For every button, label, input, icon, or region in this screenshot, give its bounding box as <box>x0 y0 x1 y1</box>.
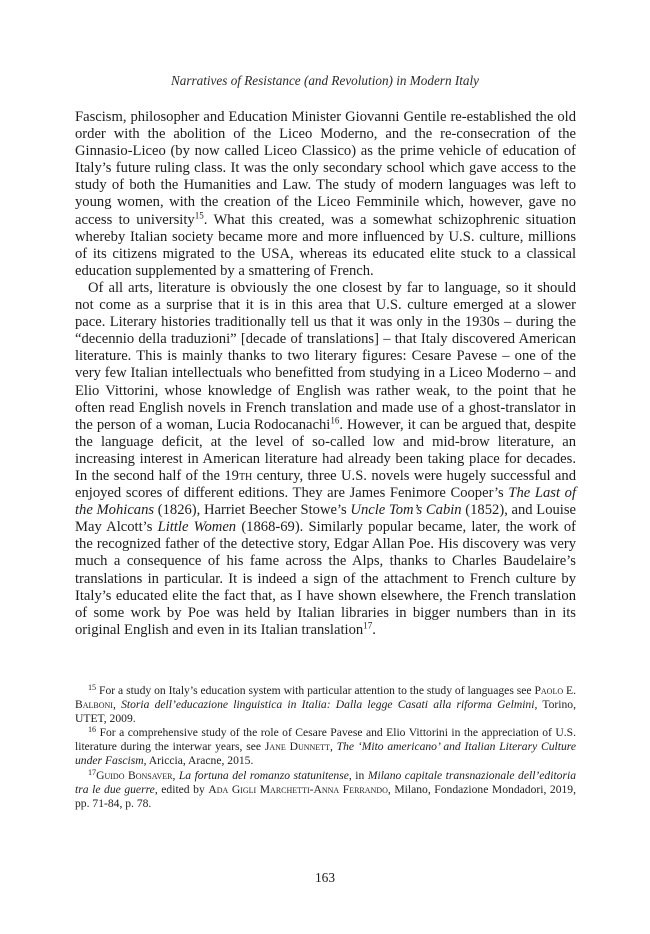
century-suffix: th <box>238 467 253 484</box>
footnote-ref-15[interactable]: 15 <box>194 210 204 221</box>
footnote-number: 15 <box>88 682 97 692</box>
footnote-number: 17 <box>88 767 97 777</box>
footnote-16: $^{16}$ For a comprehensive study of the role of Cesare Pavese and Elio Vittorini in the appreciation of U.S. literature during the interwar years, see Jane Dunnett, The ‘Mito americano’ and Italian Literary Culture under Fascism, Ariccia, Aracne, 2015. <box>75 725 577 768</box>
book-title-little-women: Little Women <box>157 519 237 536</box>
author-name: Guido Bonsaver <box>96 768 173 782</box>
paragraph-1: Fascism, philosopher and Education Minister Giovanni Gentile re-established the old order with the abolition of the Liceo Moderno, and the re-consecration of the Ginnasio-Liceo (by now called Liceo Classico) as the prime vehicle of education of Italy’s future ruling class. It was the only secondary school which gave access to the study of both the Humanities and Law. The study of modern languages was left to young women, with the creation of the Liceo Femminile which, however, gave no access to university$^{15}$. What this created, was a somewhat schizophrenic situation whereby Italian society became more and more influenced by U.S. culture, millions of its citizens migrated to the USA, whereas its educated elite stuck to a classical education supplemented by a smattering of French. <box>75 109 576 279</box>
main-text <box>75 109 576 639</box>
book-title-mohicans: The Last of the Mohicans <box>75 485 576 519</box>
running-header: Narratives of Resistance (and Revolution) in Modern Italy <box>170 73 479 88</box>
author-name: Jane Dunnett <box>264 740 330 754</box>
paragraph-2: Of all arts, literature is obviously the one closest by far to language, so it should not come as a surprise that it is in this area that U.S. culture emerged at a slower pace. Literary histories traditionally tell us that it was only in the 1930s – during the “decennio della traduzioni” [decade of translations] – that Italy discovered American literature. This is mainly thanks to two literary figures: Cesare Pavese – one of the very few Italian intellectuals who benefitted from studying in a Liceo Moderno – and Elio Vittorini, whose knowledge of English was rather weak, to the point that he often read English novels in French translation and made use of a ghost-translator in the person of a woman, Lucia Rodocanachi$^{16}$. However, it can be argued that, despite the language deficit, at the level of so-called low and mid-brow literature, an increasing interest in American literature had already been taking place for decades. In the second half of the 19th century, three U.S. novels were hugely successful and enjoyed scores of different editions. They are James Fenimore Cooper’s The Last of the Mohicans (1826), Harriet Beecher Stowe’s Uncle Tom’s Cabin (1852), and Louise May Alcott’s Little Women (1868-69). Similarly popular became, later, the work of the recognized father of the detective story, Edgar Allan Poe. His discovery was very much a consequence of his fame across the Alps, thanks to Charles Baudelaire’s translations in particular. It is indeed a sign of the attachment to French culture by Italy’s educated elite the fact that, as I have shown elsewhere, the French translation of some work by Poe was held by Italian libraries in bigger numbers than in its original English and even in its Italian translation$^{17}$. <box>75 279 577 638</box>
book-title-uncle-tom: Uncle Tom’s Cabin <box>350 502 462 519</box>
footnote-17: $^{17}$Guido Bonsaver, La fortuna del romanzo statunitense, in Milano capitale transnazionale dell’editoria tra le due guerre, edited by Ada Gigli Marchetti-Anna Ferrando, Milano, Fondazione Mondadori, 2019, pp. 71-84, p. 78. <box>75 767 577 810</box>
footnote-ref-17[interactable]: 17 <box>363 620 373 631</box>
cited-title: The ‘Mito americano’ and Italian Literary Culture under Fascism <box>75 740 577 768</box>
author-name: Paolo E. Balboni <box>75 684 577 712</box>
footnotes <box>75 684 576 811</box>
footnote-15: $^{15}$ For a study on Italy’s education system with particular attention to the study of languages see Paolo E. Balboni, Storia dell’educazione linguistica in Italia: Dalla legge Casati alla riforma Gelmini, Torino, UTET, 2009. <box>75 682 577 726</box>
editor-names: Ada Gigli Marchetti-Anna Ferrando <box>208 782 388 796</box>
cited-book-title: Milano capitale transnazionale dell’editoria tra le due guerre <box>75 768 576 796</box>
cited-title: La fortuna del romanzo statunitense <box>178 768 349 782</box>
page-number: 163 <box>314 870 336 885</box>
footnote-ref-16[interactable]: 16 <box>330 415 340 426</box>
footnote-number: 16 <box>88 725 97 735</box>
cited-title: Storia dell’educazione linguistica in Italia: Dalla legge Casati alla riforma Gelmini, <box>121 698 538 712</box>
